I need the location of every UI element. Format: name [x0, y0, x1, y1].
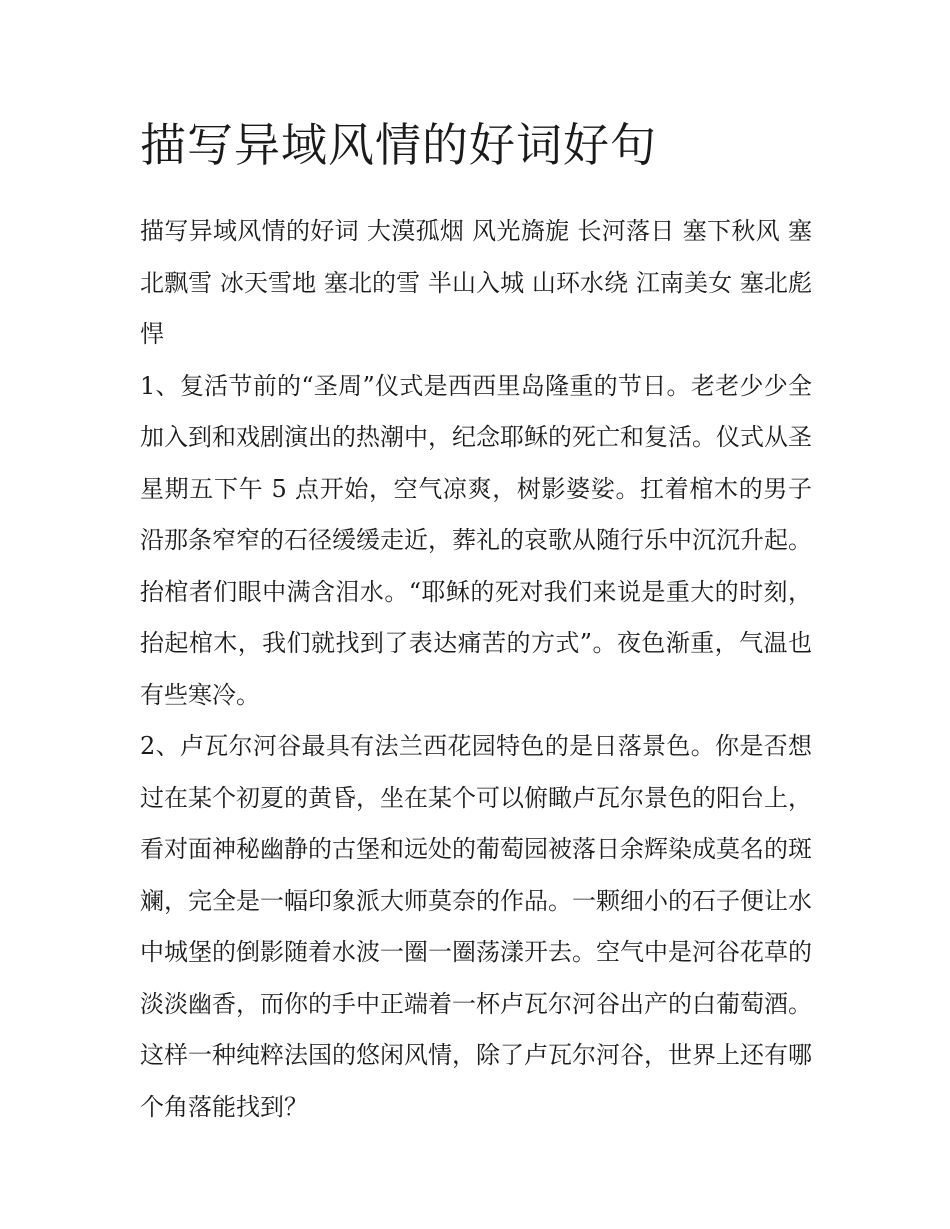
document-page — [140, 112, 812, 1133]
paragraph-loire-valley: 2、卢瓦尔河谷最具有法兰西花园特色的是日落景色。你是否想过在某个初夏的黄昏，坐在某个可以俯瞰卢瓦尔景色的阳台上，看对面神秘幽静的古堡和远处的葡萄园被落日余辉染成莫名的斑斓，完全是一幅印象派大师莫奈的作品。一颗细小的石子便让水中城堡的倒影随着水波一圈一圈荡漾开去。空气中是河谷花草的淡淡幽香，而你的手中正端着一杯卢瓦尔河谷出产的白葡萄酒。这样一种纯粹法国的悠闲风情，除了卢瓦尔河谷，世界上还有哪个角落能找到？ — [140, 732, 812, 1121]
paragraph-vocabulary: 描写异域风情的好词 大漠孤烟 风光旖旎 长河落日 塞下秋风 塞北飘雪 冰天雪地 塞北的雪 半山入城 山环水绕 江南美女 塞北彪悍 — [140, 217, 812, 348]
paragraph-sicily-holy-week: 1、复活节前的“圣周”仪式是西西里岛隆重的节日。老老少少全加入到和戏剧演出的热潮中，纪念耶稣的死亡和复活。仪式从圣星期五下午 5 点开始，空气凉爽，树影婆娑。扛着棺木的男子沿那条窄窄的石径缓缓走近，葬礼的哀歌从随行乐中沉沉升起。抬棺者们眼中满含泪水。“耶稣的死对我们来说是重大的时刻，抬起棺木，我们就找到了表达痛苦的方式”。夜色渐重，气温也有些寒冷。 — [140, 371, 812, 709]
document-title: 描写异域风情的好词好句 — [140, 118, 657, 172]
